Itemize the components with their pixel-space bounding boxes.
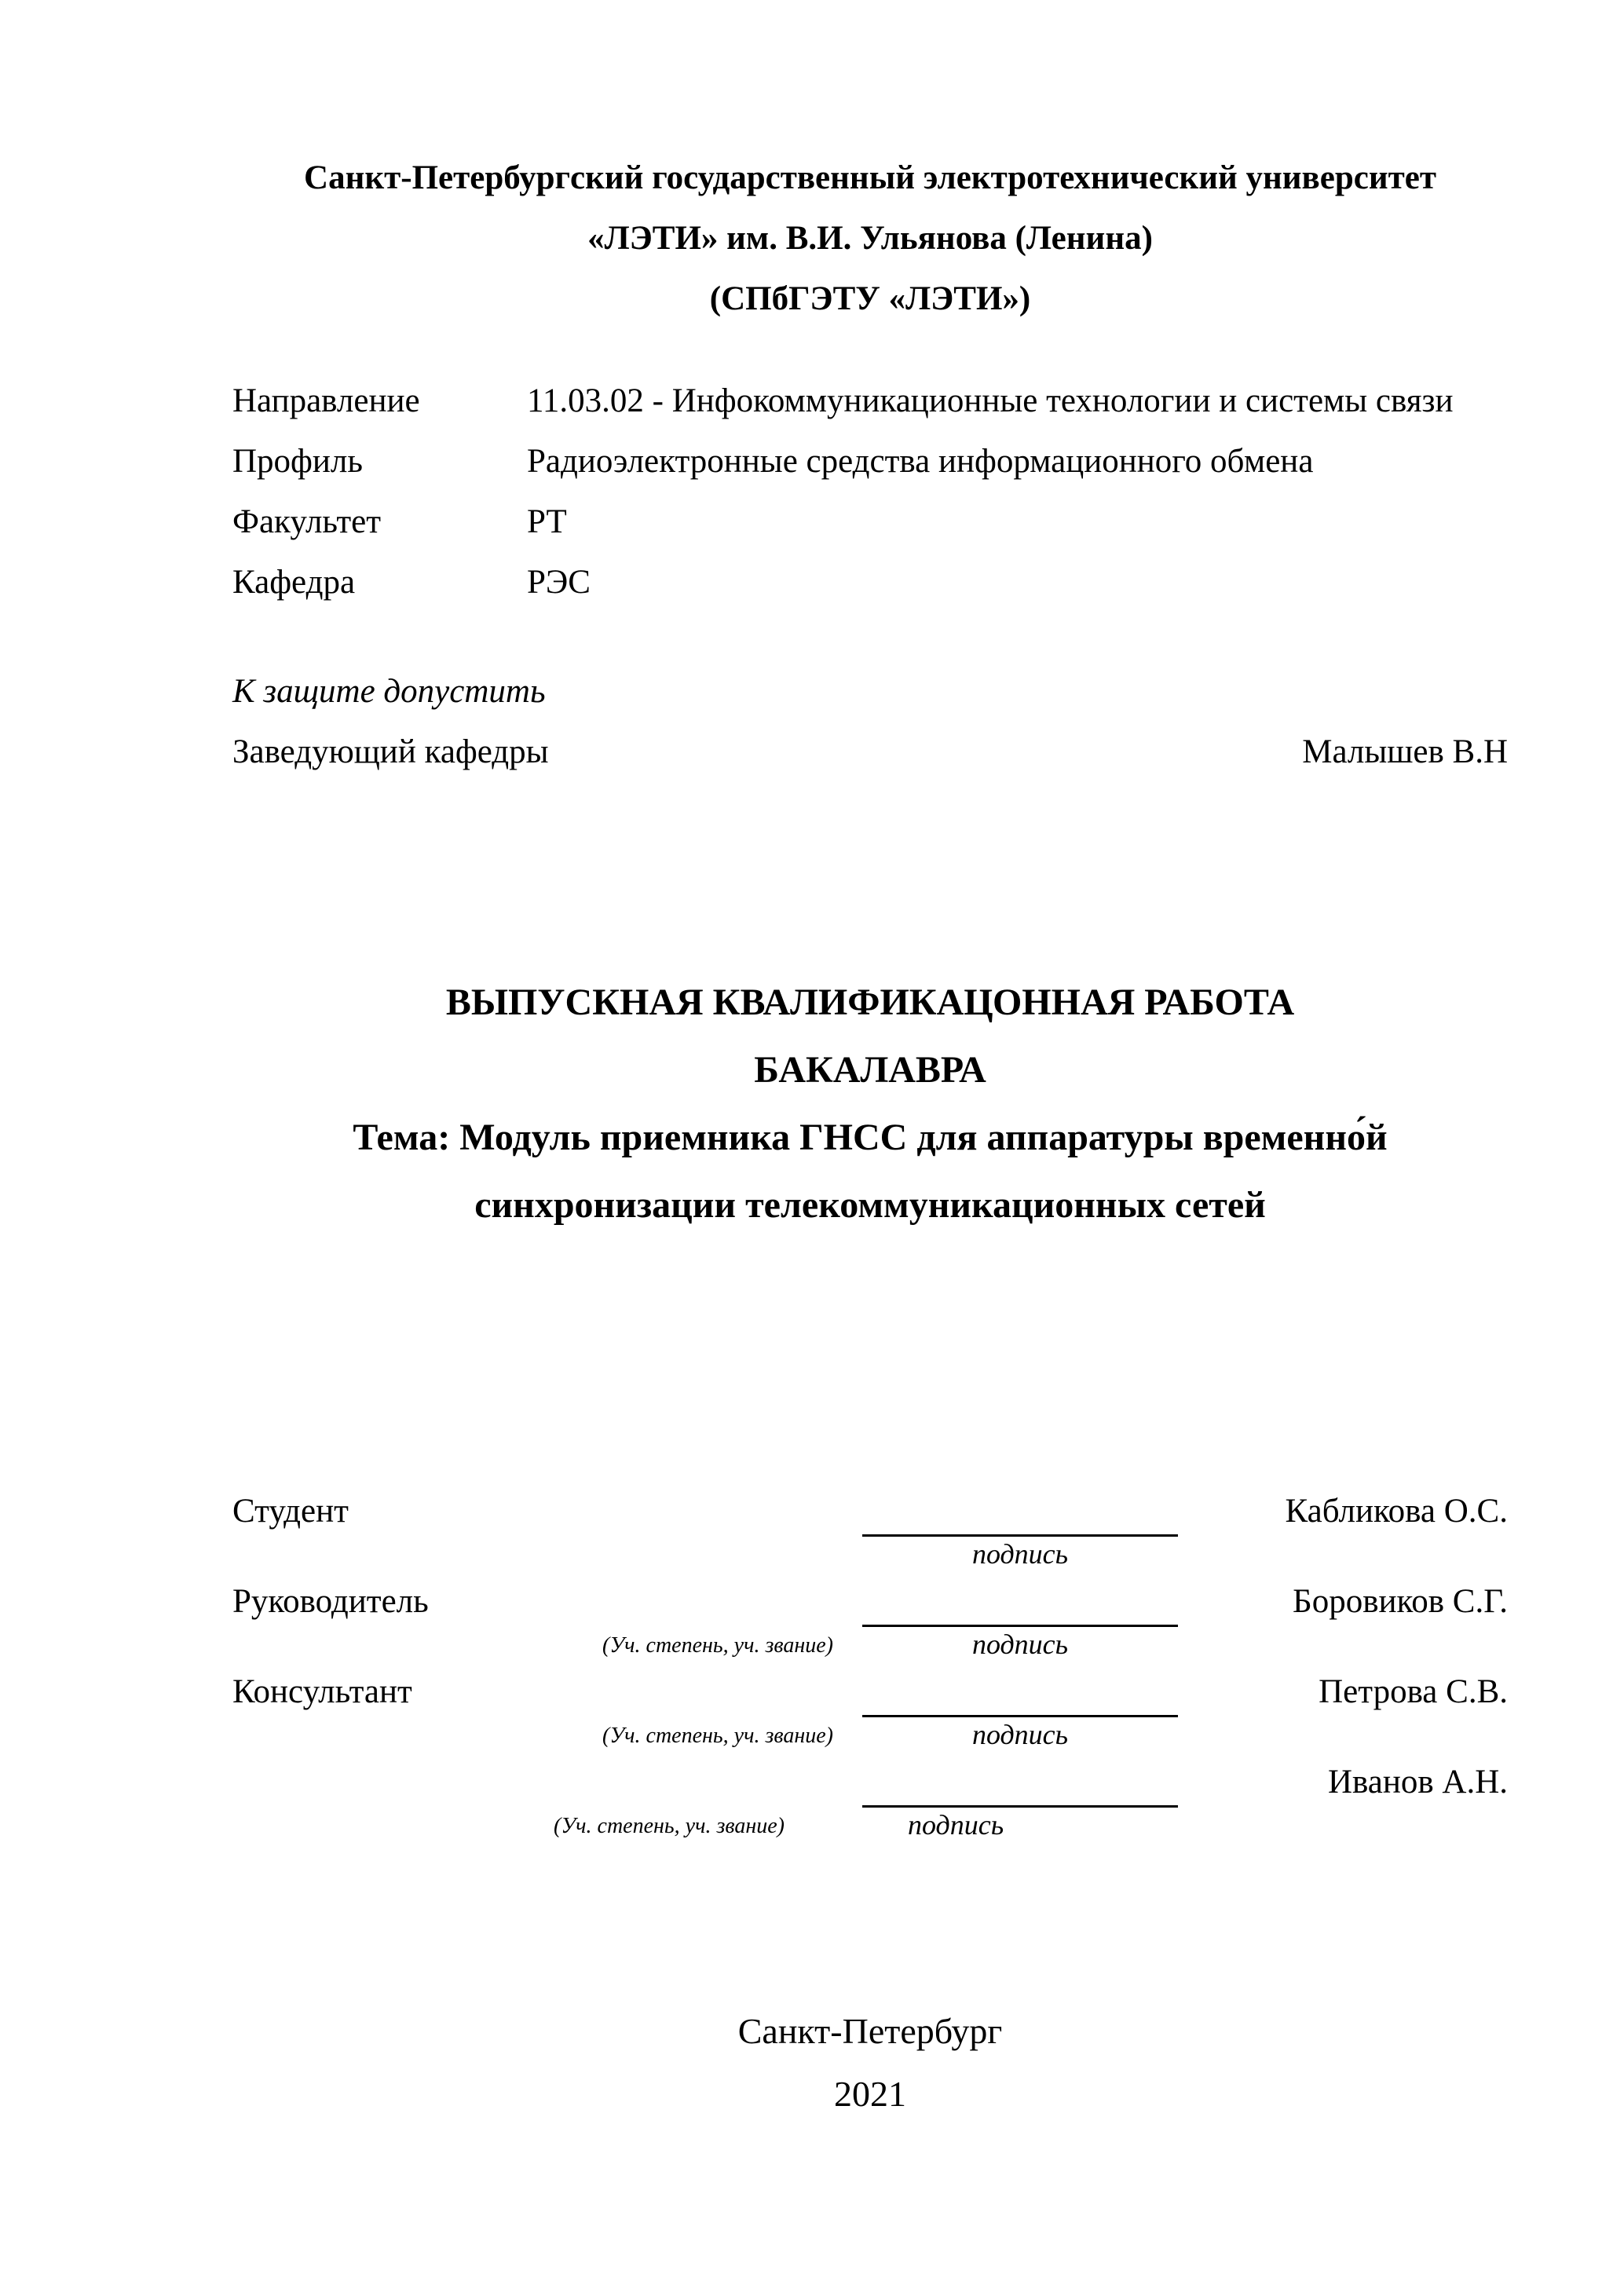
field-value-faculty: РТ (527, 503, 567, 540)
signature-line (862, 1715, 1178, 1717)
admit-to-defense-note: К защите допустить (232, 673, 546, 710)
field-value-department: РЭС (527, 564, 591, 601)
signature-person-name: Иванов А.Н. (1327, 1764, 1508, 1801)
approval-section (232, 661, 1508, 782)
field-value-direction: 11.03.02 - Инфокоммуникационные технологии и системы связи (527, 382, 1454, 419)
signature-line (862, 1625, 1178, 1627)
field-row-faculty (232, 492, 1508, 552)
signature-role-label: Студент (232, 1493, 349, 1530)
signature-row-extra (232, 1764, 1508, 1855)
department-head-row (232, 722, 1508, 782)
field-label-direction: Направление (232, 382, 420, 419)
degree-title-caption: (Уч. степень, уч. звание) (602, 1724, 833, 1748)
thesis-degree: БАКАЛАВРА (754, 1049, 986, 1091)
footer-year: 2021 (834, 2074, 906, 2114)
field-row-profile (232, 431, 1508, 492)
signature-person-name: Кабликова О.С. (1285, 1493, 1508, 1530)
field-row-direction (232, 371, 1508, 431)
field-label-faculty: Факультет (232, 503, 382, 540)
field-label-department: Кафедра (232, 564, 356, 601)
thesis-theme-line-1: Тема: Модуль приемника ГНСС для аппаратуры временно́й (353, 1117, 1388, 1158)
signature-caption: подпись (971, 1538, 1069, 1570)
degree-title-caption: (Уч. степень, уч. звание) (602, 1633, 833, 1658)
field-value-profile: Радиоэлектронные средства информационного обмена (527, 443, 1314, 480)
degree-title-caption: (Уч. степень, уч. звание) (554, 1814, 785, 1838)
university-name: Санкт-Петербургский государственный электротехнический университет (304, 159, 1436, 196)
signature-person-name: Боровиков С.Г. (1293, 1583, 1508, 1620)
department-head-label: Заведующий кафедры (232, 733, 549, 770)
signature-row-supervisor (232, 1584, 1508, 1674)
signature-line (862, 1805, 1178, 1808)
signature-role-label: Консультант (232, 1673, 412, 1710)
field-label-profile: Профиль (232, 443, 363, 480)
university-named-after: «ЛЭТИ» им. В.И. Ульянова (Ленина) (587, 220, 1153, 257)
signature-caption: подпись (908, 1809, 1004, 1841)
signature-caption: подпись (971, 1719, 1069, 1750)
field-row-department (232, 552, 1508, 612)
signature-line (862, 1534, 1178, 1537)
department-head-name: Малышев В.Н (1302, 733, 1508, 770)
signature-role-label: Руководитель (232, 1583, 429, 1620)
signature-row-consultant (232, 1674, 1508, 1764)
thesis-theme-line-2: синхронизации телекоммуникационных сетей (474, 1184, 1266, 1226)
thesis-title-block (232, 969, 1508, 1239)
thesis-work-type: ВЫПУСКНАЯ КВАЛИФИКАЦОННАЯ РАБОТА (445, 982, 1295, 1023)
university-header (232, 148, 1508, 329)
signature-caption: подпись (971, 1629, 1069, 1660)
program-fields (232, 371, 1508, 612)
page-footer (232, 2000, 1508, 2126)
footer-city: Санкт-Петербург (737, 2011, 1003, 2051)
signature-row-student (232, 1493, 1508, 1584)
university-abbreviation: (СПбГЭТУ «ЛЭТИ») (709, 280, 1031, 317)
signatures-section (232, 1493, 1508, 1855)
signature-person-name: Петрова С.В. (1319, 1673, 1508, 1710)
